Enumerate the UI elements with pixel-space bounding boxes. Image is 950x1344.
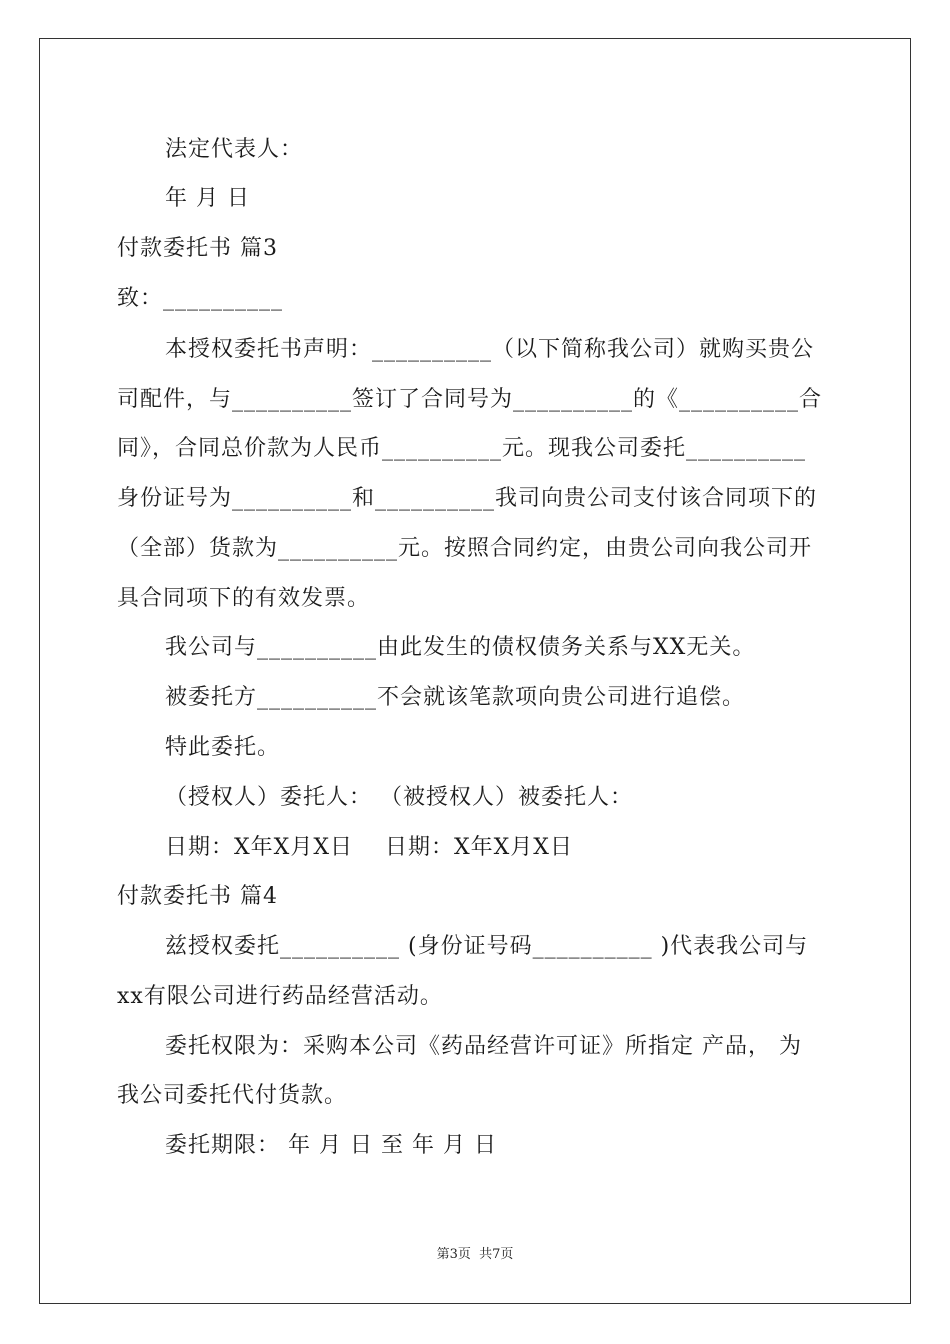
legal-representative-line: 法定代表人： xyxy=(165,137,304,162)
body-paragraph-line: （全部）货款为__________元。按照合同约定，由贵公司向我公司开 xyxy=(117,536,813,561)
authorization-period-line: 委托期限： 年 月 日 至 年 月 日 xyxy=(165,1133,497,1158)
body-paragraph-line: 本授权委托书声明：__________（以下简称我公司）就购买贵公 xyxy=(165,337,815,362)
hereby-authorize-line: 特此委托。 xyxy=(165,735,281,760)
body-paragraph-line: xx有限公司进行药品经营活动。 xyxy=(117,984,443,1009)
body-paragraph-line: 司配件，与__________签订了合同号为__________的《__________合 xyxy=(117,387,823,412)
body-paragraph-line: 兹授权委托__________ (身份证号码__________ )代表我公司与 xyxy=(165,934,809,959)
no-recourse-line: 被委托方__________不会就该笔款项向贵公司进行追偿。 xyxy=(165,685,746,710)
body-paragraph-line: 同》，合同总价款为人民币__________元。现我公司委托__________ xyxy=(117,436,807,461)
authority-scope-line: 我公司委托代付货款。 xyxy=(117,1083,348,1108)
relation-disclaimer-line: 我公司与__________由此发生的债权债务关系与XX无关。 xyxy=(165,635,756,660)
page-border xyxy=(39,38,911,1304)
date-line: 年 月 日 xyxy=(165,186,250,211)
addressee-line: 致：__________ xyxy=(117,286,284,311)
authority-scope-line: 委托权限为：采购本公司《药品经营许可证》所指定 产品， 为 xyxy=(165,1034,802,1059)
signatories-line: （授权人）委托人： （被授权人）被委托人： xyxy=(165,785,633,810)
section-title-4: 付款委托书 篇4 xyxy=(117,884,278,909)
page-number: 第3页 共7页 xyxy=(436,1247,514,1262)
body-paragraph-line: 具合同项下的有效发票。 xyxy=(117,586,371,611)
section-title-3: 付款委托书 篇3 xyxy=(117,236,278,261)
signature-dates-line: 日期：X年X月X日 日期：X年X月X日 xyxy=(165,835,573,860)
body-paragraph-line: 身份证号为__________和__________我司向贵公司支付该合同项下的 xyxy=(117,486,818,511)
